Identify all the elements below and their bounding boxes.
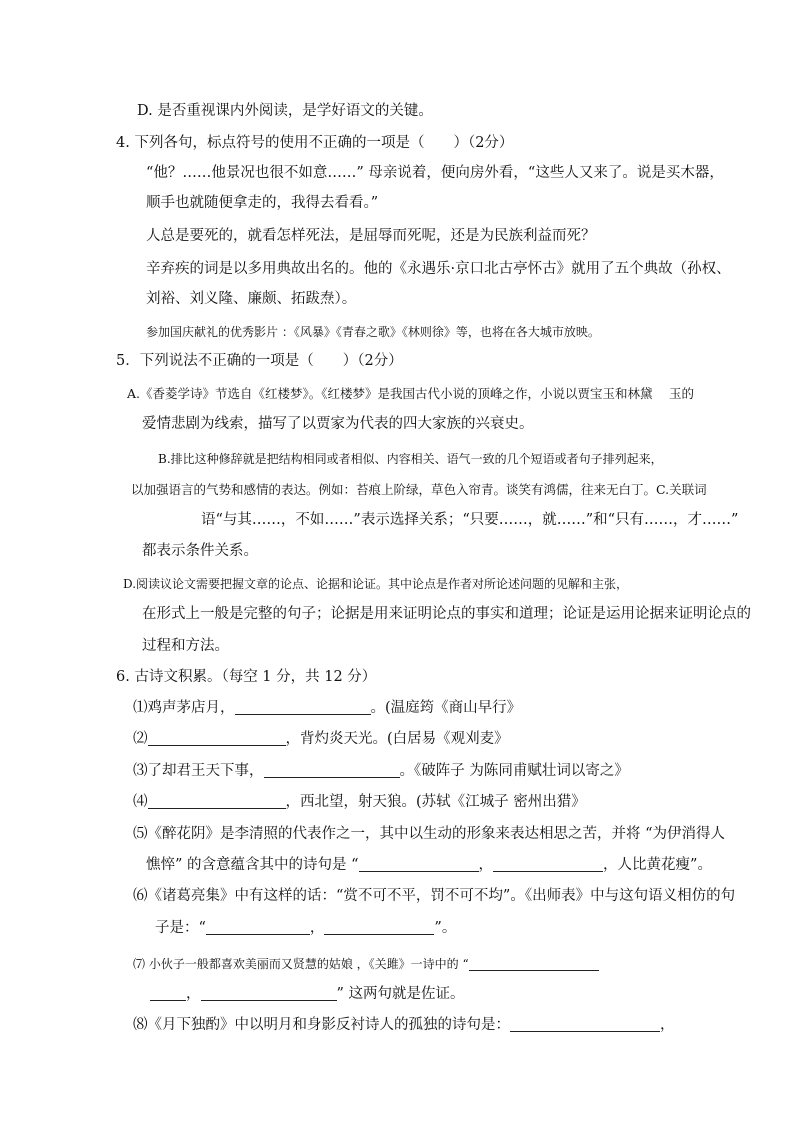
fill-blank[interactable] [235,700,371,715]
poem-item-6-tail: ”。 [434,920,457,936]
question-5-option-a-line2: 爱情悲剧为线索，描写了以贾家为代表的四大家族的兴衰史。 [142,416,534,432]
poem-item-5-text: 憔悴” 的含意蕴含其中的诗句是 “ [146,857,359,873]
poem-item-2 [133,729,509,749]
poem-item-1-text: ⑴鸡声茅店月， [133,700,235,716]
poem-item-3-text: ⑶了却君王天下事， [133,763,264,779]
poem-item-7-tail: ” 这两句就是佐证。 [336,986,465,1002]
question-5-option-d-line2: 在形式上一般是完整的句子；论据是用来证明论点的事实和道理；论证是运用论据来证明论点的 [142,606,751,622]
fill-blank[interactable] [264,763,400,778]
question-4-option-a-line2: 顺手也就随便拿走的，我得去看看。” [146,195,379,211]
question-4-option-c-line2: 刘裕、刘义隆、廉颇、拓跋焘）。 [146,291,357,307]
question-5-option-d-line3: 过程和方法。 [142,638,229,654]
comma: ， [309,920,325,936]
question-6-stem: 6. 古诗文积累。（每空 1 分，共 12 分） [116,669,377,685]
poem-item-3 [133,761,629,781]
question-4-stem: 4. 下列各句，标点符号的使用不正确的一项是（ ）（2分） [116,135,514,151]
poem-item-8-text: ⑻《月下独酌》中以明月和身影反衬诗人的孤独的诗句是： [133,1017,510,1033]
fill-blank[interactable] [201,986,337,1001]
question-5-option-d-line1: D.阅读议论文需要把握文章的论点、论据和论证。其中论点是作者对所论述问题的见解和主张， [123,577,629,591]
poem-item-7-text: ⑺ 小伙子一般都喜欢美丽而又贤慧的姑娘 ，《关雎》一诗中的 “ [133,957,469,971]
poem-item-4 [133,792,586,812]
poem-item-1 [133,698,521,718]
question-3-option-d: D. 是否重视课内外阅读，是学好语文的关键。 [137,103,433,119]
fill-blank[interactable] [150,986,186,1001]
fill-blank[interactable] [493,857,603,872]
poem-item-6-line1: ⑹《诸葛亮集》中有这样的话：“赏不可不平，罚不可不均”。《出师表》中与这句语义相仿的句 [133,888,736,904]
fill-blank[interactable] [469,956,599,971]
question-4-option-c-line1: 辛弃疾的词是以多用典故出名的。他的《永遇乐·京口北古亭怀古》就用了五个典故（孙权、 [146,261,731,277]
fill-blank[interactable] [359,857,479,872]
poem-item-7-line2 [150,984,465,1004]
question-4-option-a-line1: “他？……他景况也很不如意……” 母亲说着，便向房外看，“这些人又来了。说是买木器， [146,165,724,181]
poem-item-5-line2 [146,855,712,875]
question-5-option-b-line2: 以加强语言的气势和感情的表达。例如：苔痕上阶绿，草色入帘青。谈笑有鸿儒，往来无白丁。C.关联词 [131,482,707,497]
fill-blank[interactable] [206,920,310,935]
poem-item-7-line1 [133,954,599,974]
question-5-option-a-line1: A.《香菱学诗》节选自《红楼梦》。《红楼梦》是我国古代小说的顶峰之作，小说以贾宝玉和林黛 玉的 [127,386,694,401]
question-5-option-b-line1: B.排比这种修辞就是把结构相同或者相似、内容相关、语气一致的几个短语或者句子排列起来， [158,452,663,466]
poem-item-6-line2 [155,918,456,938]
poem-item-8-tail: ， [660,1017,675,1033]
poem-item-2-source: ，背灼炎天光。(白居易《观刈麦》 [285,731,509,747]
poem-item-6-text: 子是：“ [155,920,206,936]
fill-blank[interactable] [148,794,286,809]
poem-item-1-source: 。(温庭筠《商山早行》 [370,700,522,716]
poem-item-2-text: ⑵ [133,731,148,747]
comma: ， [478,857,494,873]
poem-item-4-text: ⑷ [133,794,148,810]
poem-item-4-source: ，西北望，射天狼。(苏轼《江城子 密州出猎》 [285,794,586,810]
poem-item-8 [133,1015,675,1035]
fill-blank[interactable] [324,920,434,935]
question-5-option-c-line2: 都表示条件关系。 [142,543,258,559]
question-5-option-c-line1: 语“与其……，不如……”表示选择关系；“只要……，就……”和“只有……，才……” [201,512,739,528]
poem-item-5-line1: ⑸《醉花阴》是李清照的代表作之一，其中以生动的形象来表达相思之苦，并将 “为伊消得人 [133,826,726,842]
comma: ， [186,986,201,1002]
question-4-option-b: 人总是要死的，就看怎样死法，是屈辱而死呢，还是为民族利益而死？ [146,228,596,244]
question-4-option-d: 参加国庆献礼的优秀影片 ：《风暴》《青春之歌》《林则徐》等，也将在各大城市放映。 [146,325,600,339]
fill-blank[interactable] [148,731,286,746]
poem-item-3-source: 。《破阵子 为陈同甫赋壮词以寄之》 [399,763,629,779]
poem-item-5-tail: ，人比黄花瘦”。 [603,857,712,873]
fill-blank[interactable] [510,1017,660,1032]
question-5-stem: 5．下列说法不正确的一项是（ ）（2分） [116,353,403,369]
